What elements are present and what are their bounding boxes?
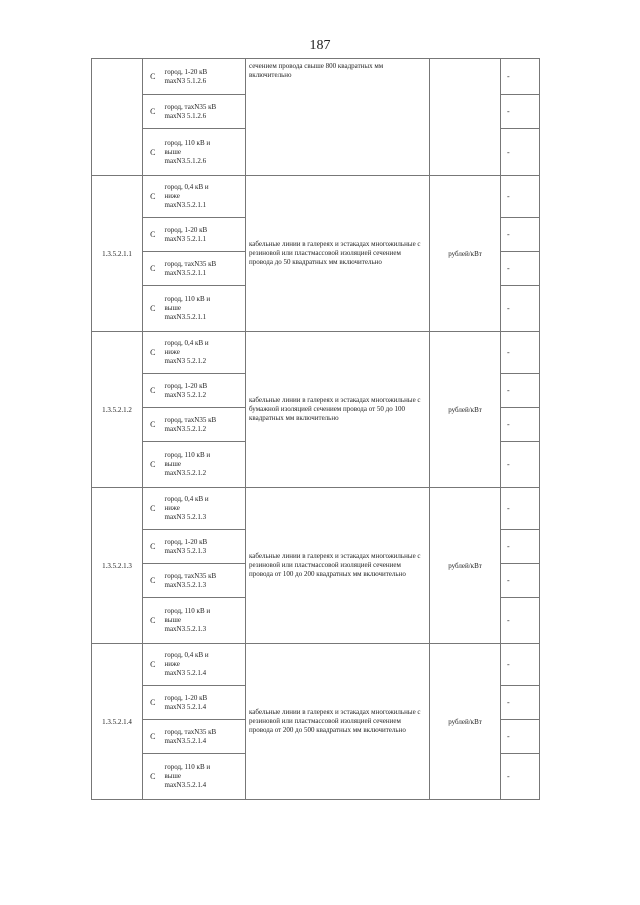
table-row: [92, 644, 540, 686]
rate-value: -: [501, 488, 540, 530]
rate-value: -: [501, 408, 540, 442]
unit-label: рублей/кВт: [430, 176, 501, 332]
tariff-symbol: С: [143, 564, 163, 598]
line-description: кабельные линии в галереях и эстакадах многожильные с резиновой или пластмассовой изоляцией сечением провода от 100 до 200 квадратных мм включительно: [246, 488, 430, 644]
rate-value: -: [501, 252, 540, 286]
rate-value: -: [501, 374, 540, 408]
page-number: 187: [309, 38, 331, 53]
tariff-symbol: С: [143, 129, 163, 176]
tariff-symbol: С: [143, 176, 163, 218]
tariff-table: [91, 58, 540, 800]
tariff-symbol: С: [143, 442, 163, 488]
tariff-symbol: С: [143, 252, 163, 286]
tariff-symbol: С: [143, 686, 163, 720]
tariff-symbol: С: [143, 95, 163, 129]
rate-value: -: [501, 686, 540, 720]
voltage-level: город, 110 кВ и выше maxN3.5.2.1.4: [163, 754, 246, 800]
tariff-symbol: С: [143, 488, 163, 530]
tariff-symbol: С: [143, 754, 163, 800]
rate-value: -: [501, 442, 540, 488]
voltage-level: город, 0,4 кВ и ниже maxN3 5.2.1.2: [163, 332, 246, 374]
table-row: [92, 59, 540, 95]
unit-label: рублей/кВт: [430, 488, 501, 644]
voltage-level: город, 1-20 кВ maxN3 5.2.1.2: [163, 374, 246, 408]
voltage-level: город, 1-20 кВ maxN3 5.2.1.1: [163, 218, 246, 252]
tariff-symbol: С: [143, 530, 163, 564]
tariff-symbol: С: [143, 332, 163, 374]
voltage-level: город, 110 кВ и выше maxN3.5.2.1.1: [163, 286, 246, 332]
row-code: 1.3.5.2.1.2: [92, 332, 143, 488]
rate-value: -: [501, 218, 540, 252]
rate-value: -: [501, 754, 540, 800]
row-code: 1.3.5.2.1.3: [92, 488, 143, 644]
voltage-level: город, 0,4 кВ и ниже maxN3 5.2.1.4: [163, 644, 246, 686]
rate-value: -: [501, 176, 540, 218]
rate-value: -: [501, 332, 540, 374]
line-description: сечением провода свыше 800 квадратных мм включительно: [246, 59, 430, 176]
voltage-level: город, таxN35 кВ maxN3.5.2.1.3: [163, 564, 246, 598]
tariff-table-body: [92, 59, 540, 800]
row-code: [92, 59, 143, 176]
rate-value: -: [501, 129, 540, 176]
voltage-level: город, 1-20 кВ maxN3 5.2.1.4: [163, 686, 246, 720]
table-row: [92, 488, 540, 530]
tariff-symbol: С: [143, 286, 163, 332]
voltage-level: город, 0,4 кВ и ниже maxN3.5.2.1.1: [163, 176, 246, 218]
line-description: кабельные линии в галереях и эстакадах многожильные с резиновой или пластмассовой изоляцией сечением провода от 200 до 500 квадратных мм включительно: [246, 644, 430, 800]
voltage-level: город, таxN35 кВ maxN3.5.2.1.4: [163, 720, 246, 754]
voltage-level: город, 1-20 кВ maxN3 5.1.2.6: [163, 59, 246, 95]
tariff-symbol: С: [143, 218, 163, 252]
tariff-symbol: С: [143, 59, 163, 95]
tariff-symbol: С: [143, 408, 163, 442]
voltage-level: город, 110 кВ и выше maxN3.5.2.1.3: [163, 598, 246, 644]
unit-label: [430, 59, 501, 176]
unit-label: рублей/кВт: [430, 332, 501, 488]
rate-value: -: [501, 530, 540, 564]
rate-value: -: [501, 720, 540, 754]
table-row: [92, 332, 540, 374]
voltage-level: город, 1-20 кВ maxN3 5.2.1.3: [163, 530, 246, 564]
voltage-level: город, 110 кВ и выше maxN3.5.2.1.2: [163, 442, 246, 488]
voltage-level: город, 110 кВ и выше maxN3.5.1.2.6: [163, 129, 246, 176]
unit-label: рублей/кВт: [430, 644, 501, 800]
line-description: кабельные линии в галереях и эстакадах многожильные с бумажной изоляцией сечением провода от 50 до 100 квадратных мм включительно: [246, 332, 430, 488]
voltage-level: город, таxN35 кВ maxN3.5.2.1.2: [163, 408, 246, 442]
row-code: 1.3.5.2.1.1: [92, 176, 143, 332]
voltage-level: город, 0,4 кВ и ниже maxN3 5.2.1.3: [163, 488, 246, 530]
tariff-symbol: С: [143, 598, 163, 644]
line-description: кабельные линии в галереях и эстакадах многожильные с резиновой или пластмассовой изоляцией сечением провода до 50 квадратных мм включительно: [246, 176, 430, 332]
rate-value: -: [501, 95, 540, 129]
rate-value: -: [501, 564, 540, 598]
tariff-symbol: С: [143, 644, 163, 686]
voltage-level: город, таxN35 кВ maxN3.5.2.1.1: [163, 252, 246, 286]
table-row: [92, 176, 540, 218]
voltage-level: город, таxN35 кВ maxN3 5.1.2.6: [163, 95, 246, 129]
row-code: 1.3.5.2.1.4: [92, 644, 143, 800]
rate-value: -: [501, 59, 540, 95]
rate-value: -: [501, 598, 540, 644]
tariff-symbol: С: [143, 374, 163, 408]
rate-value: -: [501, 644, 540, 686]
rate-value: -: [501, 286, 540, 332]
tariff-symbol: С: [143, 720, 163, 754]
